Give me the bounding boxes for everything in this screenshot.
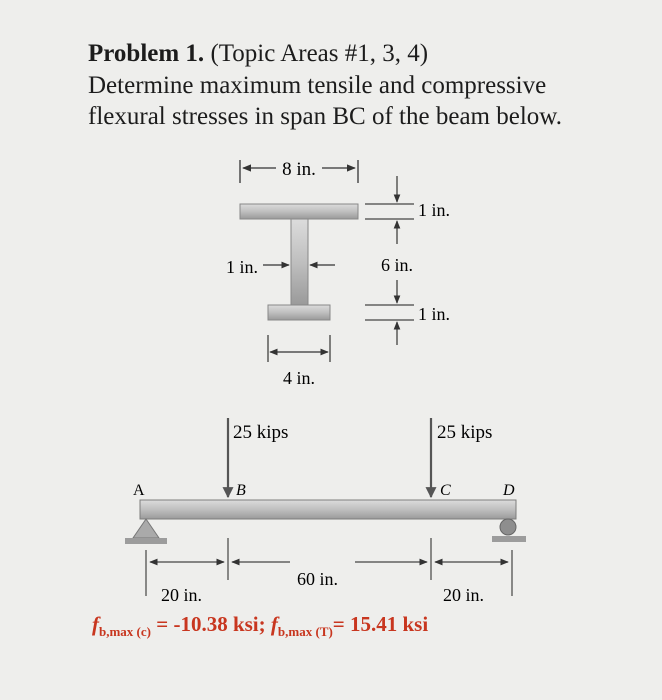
topic-areas: (Topic Areas #1, 3, 4)	[210, 40, 429, 67]
top-flange	[240, 204, 358, 219]
span-ab-label: 20 in.	[161, 585, 203, 605]
answer-sub-comp: b,max (c)	[99, 624, 151, 640]
roller-support-d	[500, 519, 516, 535]
load-c-label: 25 kips	[437, 422, 493, 443]
load-b-label: 25 kips	[233, 422, 289, 443]
point-d-label: D	[503, 482, 515, 499]
ground-d	[492, 536, 526, 542]
web-height-label: 6 in.	[381, 255, 414, 275]
point-c-label: C	[440, 482, 451, 499]
beam-body	[140, 500, 516, 519]
flange-width-label: 8 in.	[282, 159, 316, 180]
top-flange-thickness-label: 1 in.	[418, 200, 451, 220]
beam-diagram	[125, 418, 526, 605]
bottom-flange-width-label: 4 in.	[282, 368, 316, 388]
answer-line	[92, 612, 428, 640]
point-a-label: A	[133, 482, 145, 499]
problem-heading: Problem 1.	[88, 40, 205, 67]
problem-line-3: flexural stresses in span BC of the beam below.	[88, 103, 562, 130]
answer-tensile: = 15.41 ksi	[332, 612, 429, 636]
answer-sub-tens: b,max (T)	[277, 624, 333, 640]
point-b-label: B	[236, 482, 246, 499]
answer-symbol-1: f	[92, 612, 99, 636]
pin-support-a	[133, 519, 159, 538]
web	[291, 219, 308, 305]
bottom-flange-thickness-label: 1 in.	[418, 304, 451, 324]
ground-a	[125, 538, 167, 544]
web-thickness-label: 1 in.	[226, 257, 259, 277]
span-cd-label: 20 in.	[443, 585, 485, 605]
answer-symbol-2: f	[270, 612, 278, 636]
bottom-flange	[268, 305, 330, 320]
span-bc-label: 60 in.	[297, 569, 339, 589]
answer-compressive: = -10.38 ksi;	[151, 612, 271, 636]
problem-line-2: Determine maximum tensile and compressive	[88, 72, 547, 99]
t-section-diagram	[226, 159, 450, 388]
